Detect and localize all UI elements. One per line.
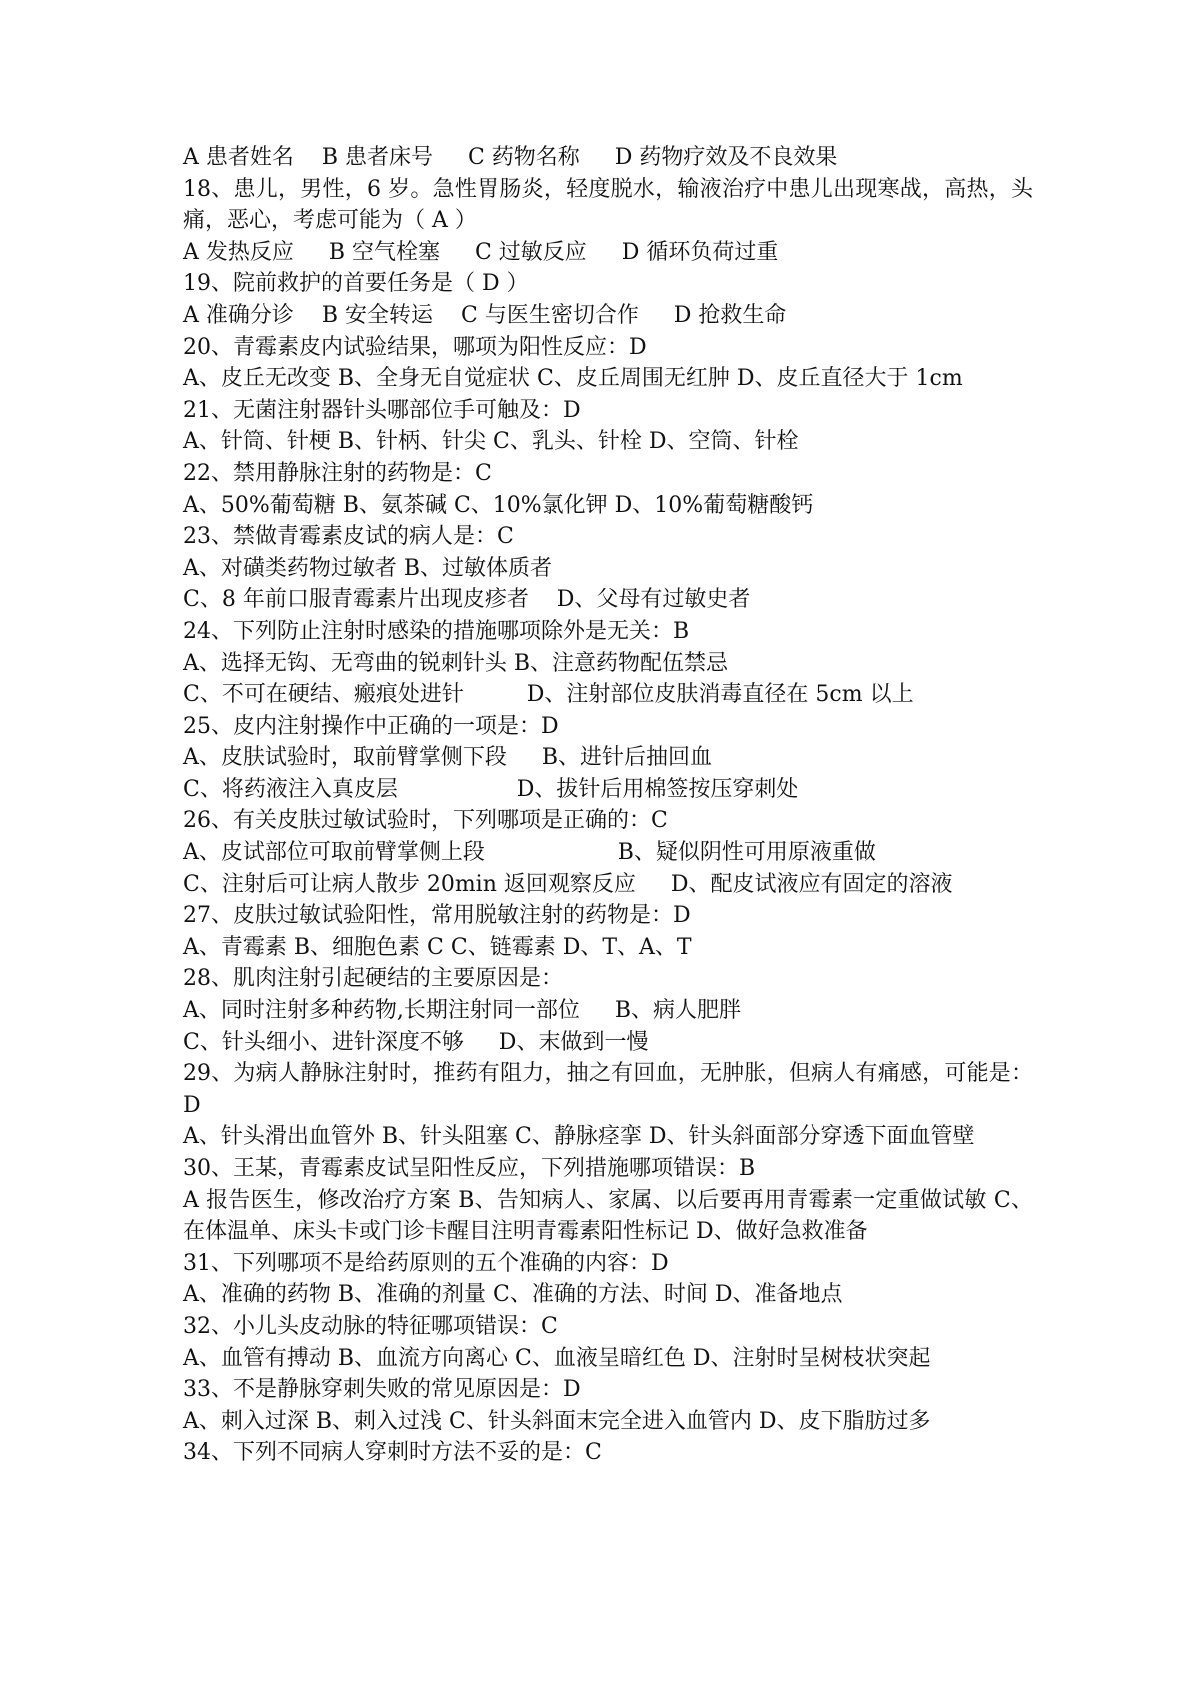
text-line-18: 25、皮内注射操作中正确的一项是：D [183,713,559,739]
text-line-27: A、同时注射多种药物,长期注射同一部位 B、病人肥胖 [183,998,742,1024]
text-line-29: 29、为病人静脉注射时，推药有阻力，抽之有回血，无肿胀，但病人有痛感，可能是：D [183,1061,1033,1118]
text-line-8: 21、无菌注射器针头哪部位手可触及：D [183,397,581,423]
text-line-1: A 患者姓名 B 患者床号 C 药物名称 D 药物疗效及不良效果 [183,145,838,170]
text-line-26: 28、肌肉注射引起硬结的主要原因是： [183,966,563,992]
text-line-28: C、针头细小、进针深度不够 D、末做到一慢 [183,1029,649,1055]
text-line-16: A、选择无钩、无弯曲的锐刺针头 B、注意药物配伍禁忌 [183,650,729,676]
text-line-5: A 准确分诊 B 安全转运 C 与医生密切合作 D 抢救生命 [183,302,787,328]
text-line-39: 34、下列不同病人穿刺时方法不妥的是：C [183,1440,602,1466]
text-line-15: 24、下列防止注射时感染的措施哪项除外是无关：B [183,618,690,644]
text-line-12: 23、禁做青霉素皮试的病人是：C [183,524,514,550]
text-line-38: A、刺入过深 B、刺入过浅 C、针头斜面末完全进入血管内 D、皮下脂肪过多 [183,1408,931,1434]
text-line-31: 30、王某，青霉素皮试呈阳性反应，下列措施哪项错误：B [183,1156,756,1181]
text-line-13: A、对磺类药物过敏者 B、过敏体质者 [183,555,553,581]
text-line-33: 31、下列哪项不是给药原则的五个准确的内容：D [183,1250,669,1276]
text-line-3: A 发热反应 B 空气栓塞 C 过敏反应 D 循环负荷过重 [183,239,779,265]
text-line-24: 27、皮肤过敏试验阳性，常用脱敏注射的药物是：D [183,903,691,929]
text-line-36: A、血管有搏动 B、血流方向离心 C、血液呈暗红色 D、注射时呈树枝状突起 [183,1345,931,1371]
text-line-19: A、皮肤试验时，取前臂掌侧下段 B、进针后抽回血 [183,745,713,771]
text-line-11: A、50%葡萄糖 B、氨茶碱 C、10%氯化钾 D、10%葡萄糖酸钙 [183,492,814,518]
text-line-20: C、将药液注入真皮层 D、拔针后用棉签按压穿刺处 [183,776,799,802]
text-line-23: C、注射后可让病人散步 20min 返回观察反应 D、配皮试液应有固定的溶液 [183,871,953,897]
text-line-34: A、准确的药物 B、准确的剂量 C、准确的方法、时间 D、准备地点 [183,1282,843,1308]
document-page [183,142,1033,1469]
text-line-22: A、皮试部位可取前臂掌侧上段 B、疑似阴性可用原液重做 [183,840,876,866]
text-line-14: C、8 年前口服青霉素片出现皮疹者 D、父母有过敏史者 [183,587,751,613]
text-line-7: A、皮丘无改变 B、全身无自觉症状 C、皮丘周围无红肿 D、皮丘直径大于 1cm [183,366,963,392]
text-line-21: 26、有关皮肤过敏试验时，下列哪项是正确的：C [183,808,668,834]
text-line-2: 18、患儿，男性，6 岁。急性胃肠炎，轻度脱水，输液治疗中患儿出现寒战，高热，头痛，恶心，考虑可能为（ A ） [183,176,1033,234]
text-line-32: A 报告医生，修改治疗方案 B、告知病人、家属、以后要再用青霉素一定重做试敏 C、在体温单、床头卡或门诊卡醒目注明青霉素阳性标记 D、做好急救准备 [183,1187,1033,1245]
text-line-30: A、针头滑出血管外 B、针头阻塞 C、静脉痉挛 D、针头斜面部分穿透下面血管壁 [183,1124,975,1150]
text-line-6: 20、青霉素皮内试验结果，哪项为阳性反应：D [183,334,647,360]
text-line-9: A、针筒、针梗 B、针柄、针尖 C、乳头、针栓 D、空筒、针栓 [183,429,799,455]
text-line-25: A、青霉素 B、细胞色素 C C、链霉素 D、T、A、T [183,934,692,960]
text-line-37: 33、不是静脉穿刺失败的常见原因是：D [183,1377,581,1403]
text-line-4: 19、院前救护的首要任务是（ D ） [183,271,529,297]
text-line-17: C、不可在硬结、瘢痕处进针 D、注射部位皮肤消毒直径在 5cm 以上 [183,682,914,708]
text-line-10: 22、禁用静脉注射的药物是：C [183,460,492,486]
text-line-35: 32、小儿头皮动脉的特征哪项错误：C [183,1313,558,1339]
